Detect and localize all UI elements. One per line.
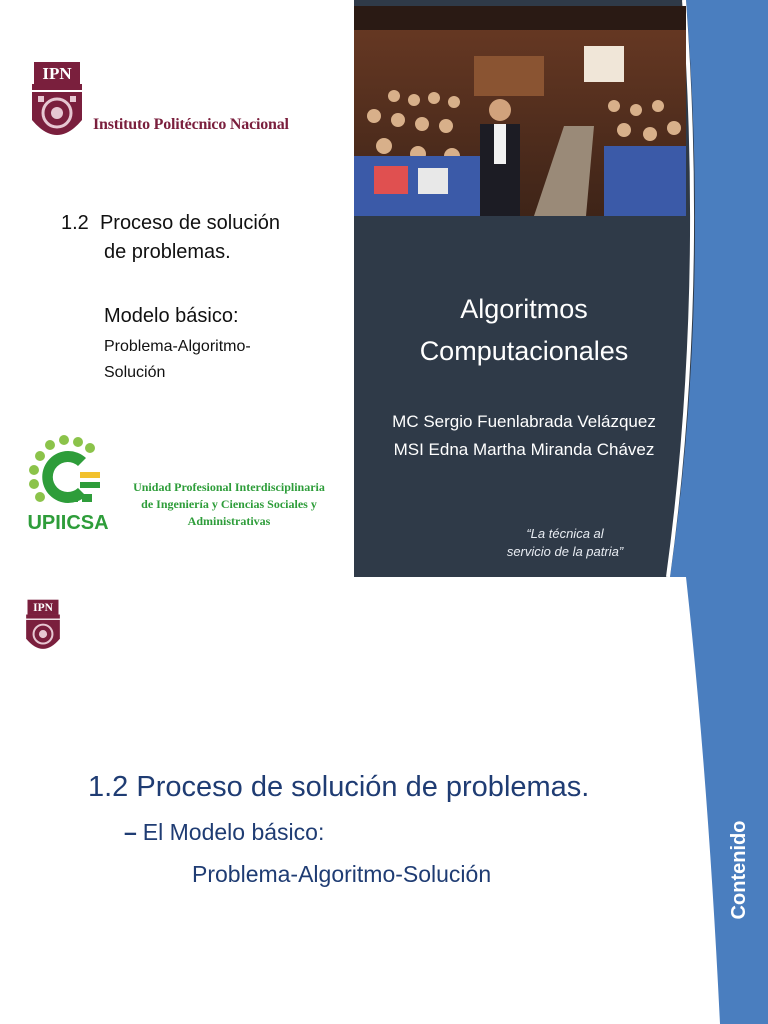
side-band bbox=[680, 577, 768, 1024]
upiicsa-name: Unidad Profesional Interdisciplinaria de Ingeniería y Ciencias Sociales y Administrativas bbox=[133, 480, 325, 528]
bullet-subtext: Problema-Algoritmo-Solución bbox=[192, 861, 492, 887]
bullet-item: – El Modelo básico: bbox=[124, 819, 325, 845]
slide-title: 1.2 Proceso de solución de problemas. bbox=[88, 771, 590, 803]
model-line2: Solución bbox=[104, 364, 166, 381]
institution-name: Instituto Politécnico Nacional bbox=[93, 116, 289, 133]
content-slide bbox=[0, 577, 768, 1024]
course-title-line2: Computacionales bbox=[419, 336, 629, 366]
upiicsa-logo bbox=[22, 432, 122, 534]
model-line1: Problema-Algoritmo- bbox=[104, 338, 251, 355]
author-1: MC Sergio Fuenlabrada Velázquez bbox=[392, 412, 656, 431]
motto-line2: servicio de la patria” bbox=[506, 544, 624, 559]
svg-text:UPIICSA: UPIICSA bbox=[27, 512, 109, 534]
author-2: MSI Edna Martha Miranda Chávez bbox=[393, 440, 655, 459]
svg-text:IPN: IPN bbox=[33, 602, 53, 615]
topic-number: 1.2 Proceso de solución bbox=[61, 212, 281, 234]
topic-title-line2: de problemas. bbox=[104, 241, 231, 263]
section-label: Contenido bbox=[728, 820, 750, 920]
motto-line1: “La técnica al bbox=[526, 526, 604, 541]
svg-text:IPN: IPN bbox=[42, 64, 72, 83]
ipn-logo bbox=[26, 58, 88, 150]
auditorium-photo bbox=[354, 6, 686, 216]
model-label: Modelo básico: bbox=[104, 305, 239, 327]
course-title-line1: Algoritmos bbox=[460, 294, 588, 324]
ipn-logo-small bbox=[22, 597, 64, 659]
